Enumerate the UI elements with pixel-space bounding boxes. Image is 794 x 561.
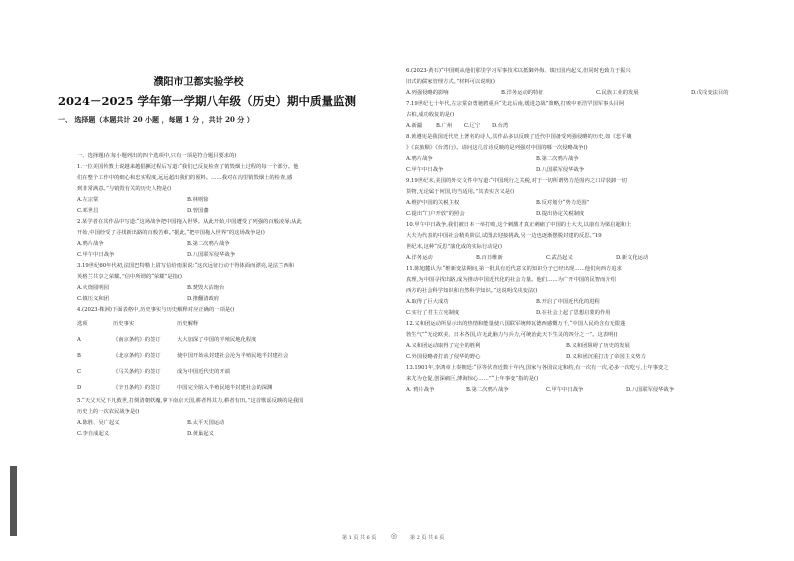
option-b: B.焚毁大沽炮台 <box>187 285 225 291</box>
option-a: A.洋务运动 <box>406 255 433 261</box>
option-a: A.列强侵略的影响 <box>406 90 449 96</box>
option-c: C.提出“门户开放”的照会 <box>406 211 465 217</box>
question-10: 10.甲午中日战争,我们被日本一举打败,这个刺激才真正刺痛了中国的士大夫,以康有为梁启超和士 大夫为代表的中国社会精英阶层,试图去迎接挑战,另一边也逐渐摆脱封建的反思。”19 世纪末,这种“反思”演化成的实际行动是() A.洋务运动 B.百日维新 C.武昌起义 D.新文化运动 <box>406 220 786 264</box>
option-b: B.第二次鸦片战争 <box>466 387 509 393</box>
option-b: B.百日维新 <box>476 255 503 261</box>
option-a: A.鸦片战争 <box>406 156 433 162</box>
option-d: D.提出协定关税制度 <box>536 211 585 217</box>
option-d: D.八国联军侵华战争 <box>626 387 675 393</box>
question-7: 7.19世纪七十年代,左宗棠奋勇驰骋重兵“先北后南,缓进急战”策略,打败中亚浩罕国军事头目阿 古柏,成功收复的是() A.新疆 B.广州 C.辽宁 D.台湾 <box>406 99 786 132</box>
table-header: 选项 历史事实 历史解释 <box>77 321 199 327</box>
option-c: C.甲午中日战争 <box>406 167 444 173</box>
page-number-right: 第 2 页 共 6 页 <box>410 535 445 541</box>
option-a: A.鸦片战争 <box>77 241 104 247</box>
question-1: 1.一位美国传教士说越来越猖獗过程后写道:“我们已反复检查了销毁烟土过程的每一个部分。他 们在整个工作中的细心和忠实程度,远远超出我们的预料。……我对在沟里销毁烟土的检查,感 到非常满意。”与销毁有关的历史人物是() A.左宗棠 B.林则徐 C.邓世昌 D.曾国藩 <box>77 162 389 217</box>
table-row: D 《辛丑条约》的签订 中国完全陷入半殖民地半封建社会的深渊 <box>77 385 273 391</box>
option-b: B.太平天国运动 <box>187 420 225 426</box>
option-c: C.外国侵略者打消了侵华的野心 <box>406 354 481 360</box>
option-b: B.开启了中国近代化的进程 <box>536 299 600 305</box>
option-c: C.李自成起义 <box>77 431 110 437</box>
option-a: A.陈胜、吴广起义 <box>77 420 120 426</box>
option-a: A.维护中国的关税主权 <box>406 200 460 206</box>
option-d: D.八国联军侵华战争 <box>187 252 236 258</box>
option-d: D.曾国藩 <box>187 208 209 214</box>
option-d: D.八国联军侵华战争 <box>536 167 585 173</box>
option-c: C.武昌起义 <box>546 255 573 261</box>
center-mark: ◎ <box>391 532 398 540</box>
option-a: A.义和团运动取得了完全的胜利 <box>406 343 481 349</box>
option-a: A. 鸦片战争 <box>406 387 435 393</box>
option-d: D.戊戌变法目的 <box>691 90 729 96</box>
option-c: C.民族工业的发展 <box>596 90 639 96</box>
option-b: B.义和团阻碍了历史的发展 <box>566 343 630 349</box>
question-12: 12.义和团运动所显示出的热情和能量使八国联军统帅瓦德西感慨万千,“中国人民尚含有无限蓬 勃生气”“无论欧美、日本各国,许无此脑力与兵力,可统治此天下生灵的四分之一”。这表明() A.义和团运动取得了完全的胜利 B.义和团阻碍了历史的发展 C.外国侵略者打消了侵华的野心 D.义和团沉重打击了帝国主义势力 <box>406 319 786 363</box>
right-question-column <box>406 66 786 396</box>
option-a: A.取得了巨大成功 <box>406 299 449 305</box>
option-b: B.广州 <box>436 123 453 129</box>
option-c: C.实行了君主立宪制度 <box>406 310 460 316</box>
option-a: A.新疆 <box>406 123 423 129</box>
question-9: 9.19世纪末,美国的外交文件中写道:“中国现行之关税,对于一切所谓势力范围内之口岸装卸一切 货物,无论属于何国,均当适用。”其表实含义是() A.维护中国的关税主权 B.反对划分“势力范围” C.提出“门户开放”的照会 D.提出协定关税制度 <box>406 176 786 220</box>
option-c: C.镇压义和团 <box>77 296 110 302</box>
question-11: 11.陈旭麓认为:“维新变法期间,第一批具有近代意义的知识分子已经出现……他们向西方追求 真理,为中国寻找出路,成为推动中国近代化的社会力量。他们……为广开中国的民智而介绍 西方的社会科学知识和自然科学知识。”这说明戊戌变法() A.取得了巨大成功 B.开启了中国近代化的进程 C.实行了君主立宪制度 D.在社会上起了思想启蒙的作用 <box>406 264 786 319</box>
option-d: D.推翻清政府 <box>187 296 220 302</box>
table-row: A 《南京条约》的签订 大大加深了中国的半殖民地化程度 <box>77 337 257 343</box>
section-heading: 一、 选择题（本题共计 20 小题 ，每题 1 分 ，共计 20 分 ） <box>58 115 254 124</box>
option-b: B.洋务运动的特征 <box>501 90 544 96</box>
page-number-left: 第 1 页 共 6 页 <box>342 535 377 541</box>
table-row: C 《马关条约》的签订 成为中国近代史的开端 <box>77 369 230 375</box>
option-c: C.邓世昌 <box>77 208 99 214</box>
option-b: B.第二次鸦片战争 <box>187 241 230 247</box>
question-4: 4.(2023·株洲)下面表格中,历史事实与历史解释对应正确的一项是() 选项 历史事实 历史解释 A 《南京条约》的签订 大大加深了中国的半殖民地化程度 B 《北京条约》的签订 使中国开始从封建社会沦为半殖民地半封建社会 C 《马关条约》的签订 成为中国近代史的开端 D 《辛丑条约》的签订 中国完全陷入半殖民地半封建社会的深渊 <box>77 305 389 396</box>
binding-strip <box>10 466 17 536</box>
option-c: C.甲午中日战争 <box>546 387 584 393</box>
history-table <box>77 316 389 396</box>
option-b: B.第二次鸦片战争 <box>536 156 579 162</box>
question-5: 5.“天父天兄下凡救世,打倒清朝妖魔,拿下南京天国,耕者得其力,耕者有田。”这首歌谣反映的是我国 历史上的一次农民战争是() A.陈胜、吴广起义 B.太平天国运动 C.李自成起义 D.黄巢起义 <box>77 396 389 440</box>
option-d: D.台湾 <box>492 123 509 129</box>
option-d: D.义和团沉重打击了帝国主义势力 <box>566 354 646 360</box>
instructions: 一、选择题(在每小题列出的四个选项中,只有一项是符合题目要求的) <box>77 153 237 159</box>
option-a: A.火烧圆明园 <box>77 285 109 291</box>
right-page <box>397 0 794 561</box>
option-d: D.在社会上起了思想启蒙的作用 <box>536 310 611 316</box>
table-row: B 《北京条约》的签订 使中国开始从封建社会沦为半殖民地半封建社会 <box>77 353 289 359</box>
question-6: 6.(2023·黄石)“中国则从他们那里学习军事技术以抵御外侮、镇压国内起义,但同时也致力于振兴 旧式的儒家管理方式。”材料可以说明() A.列强侵略的影响 B.洋务运动的特征 C.民族工业的发展 D.戊戌变法目的 <box>406 66 786 99</box>
question-3: 3.19世纪60年代初,法国巴特勒上尉写信给雨果说:“这次远征行动干得体面而漂亮,是法兰西和 英格兰共享之荣耀。”信中所谓的“荣耀”是指() A.火烧圆明园 B.焚毁大沽炮台 C.镇压义和团 D.推翻清政府 <box>77 261 389 305</box>
school-name: 濮阳市卫都实验学校 <box>153 77 244 88</box>
option-d: D.黄巢起义 <box>187 431 214 437</box>
question-8: 8.黄遵宪是我国近代史上著名的诗人,其作品多以反映了近代中国备受列强侵略的历史,如《悲平壤 》《哀旅顺》《台湾行》。请问这几首诗反映的是列强对中国的哪一次侵略战争() A.鸦片战争 B.第二次鸦片战争 C.甲午中日战争 D.八国联军侵华战争 <box>406 132 786 176</box>
option-c: C.甲午中日战争 <box>77 252 115 258</box>
option-b: B.林则徐 <box>187 197 209 203</box>
left-question-column <box>77 151 389 440</box>
option-c: C.辽宁 <box>464 123 481 129</box>
exam-title: 2024－2025 学年第一学期八年级（历史）期中质量监测 <box>58 94 357 108</box>
option-a: A.左宗棠 <box>77 197 99 203</box>
question-13: 13.1901年,李鸿章上奏朝廷:“臣等伏查近数十年内,国家与各国议定和约,有一次有一次,必多一次吃亏,上年事变之 来尤为仓促,创深痛巨,薄海惊心……”“上年事变”指的是() A. 鸦片战争 B.第二次鸦片战争 C.甲午中日战争 D.八国联军侵华战争 <box>406 363 786 396</box>
question-2: 2.某学者在其作品中写道:“这场战争把中国拖入世界。从此开始,中国遭受了列强的百般凌辱;从此 开始,中国经受了寻找新出路的百般苦难。”据此,“把中国拖入世界”的这场战争是() A.鸦片战争 B.第二次鸦片战争 C.甲午中日战争 D.八国联军侵华战争 <box>77 217 389 261</box>
option-b: B.反对划分“势力范围” <box>536 200 590 206</box>
option-d: D.新文化运动 <box>616 255 649 261</box>
